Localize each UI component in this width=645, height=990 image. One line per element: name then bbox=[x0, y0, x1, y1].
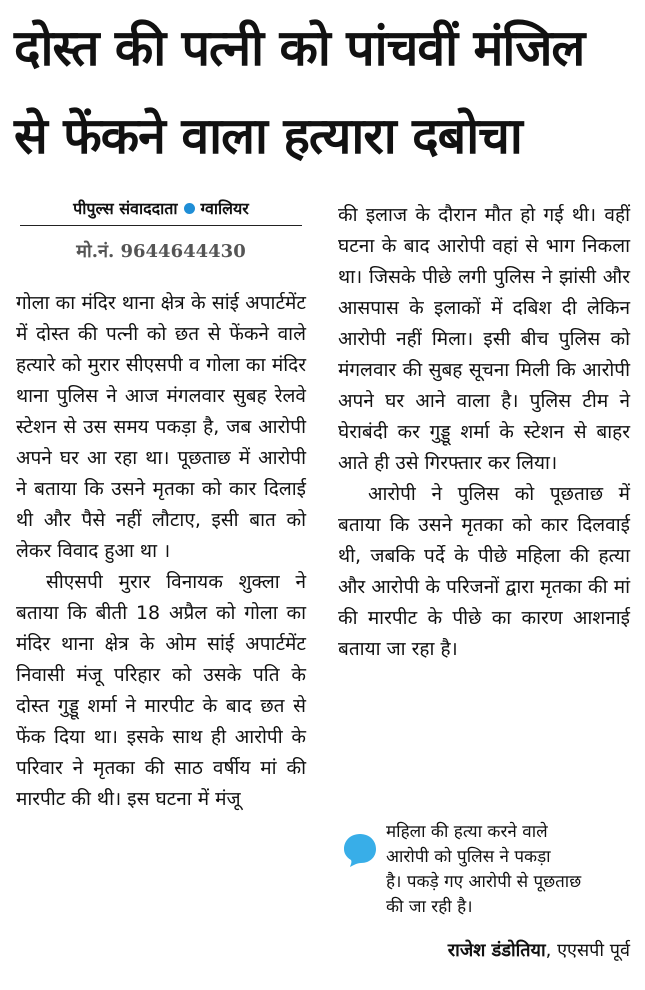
quote-line: है। पकड़े गए आरोपी से पूछताछ bbox=[386, 872, 582, 892]
quote-line: की जा रही है। bbox=[386, 897, 473, 917]
article-column-1 bbox=[16, 288, 306, 815]
reporter-mobile: मो.नं. 9644644430 bbox=[76, 241, 246, 262]
article-paragraph: की इलाज के दौरान मौत हो गई थी। वहीं घटना के बाद आरोपी वहां से भाग निकला था। जिसके पीछे लगी पुलिस ने झांसी और आसपास के इलाकों में दबिश दी लेकिन आरोपी नहीं मिला। इसी बीच पुलिस को मंगलवार की सुबह सूचना मिली कि आरोपी अपने घर आने वाला है। पुलिस टीम ने घेराबंदी कर गुड्डू शर्मा के स्टेशन से बाहर आते ही उसे गिरफ्तार कर लिया। bbox=[338, 204, 630, 474]
article-column-2 bbox=[338, 200, 630, 665]
quote-text bbox=[386, 820, 630, 920]
article-paragraph: आरोपी ने पुलिस को पूछताछ में बताया कि उसने मृतका को कार दिलवाई थी, जबकि पर्दे के पीछे महिला की हत्या और आरोपी के परिजनों द्वारा मृतका की मां की मारपीट के पीछे का कारण आशनाई बताया जा रहा है। bbox=[338, 483, 630, 660]
speech-bubble-icon bbox=[342, 832, 378, 868]
pull-quote bbox=[338, 820, 630, 980]
article-paragraph: सीएसपी मुरार विनायक शुक्ला ने बताया कि बीती 18 अप्रैल को गोला का मंदिर थाना क्षेत्र के ओम सांई अपार्टमेंट निवासी मंजू परिहार को उसके पति के दोस्त गुड्डू शर्मा ने मारपीट के बाद छत से फेंक दिया था। इसके साथ ही आरोपी के परिवार ने मृतका की साठ वर्षीय मां की मारपीट की थी। इस घटना में मंजू bbox=[16, 571, 306, 810]
bullet-dot-icon bbox=[184, 203, 195, 214]
headline-line-1: दोस्त की पत्नी को पांचवीं मंजिल bbox=[14, 19, 585, 77]
quote-author bbox=[338, 938, 630, 962]
headline-line-2: से फेंकने वाला हत्यारा दबोचा bbox=[14, 107, 522, 165]
byline-divider bbox=[20, 225, 302, 226]
article-paragraph: गोला का मंदिर थाना क्षेत्र के सांई अपार्टमेंट में दोस्त की पत्नी को छत से फेंकने वाले हत्यारे को मुरार सीएसपी व गोला का मंदिर थाना पुलिस ने आज मंगलवार सुबह रेलवे स्टेशन से उस समय पकड़ा है, जब आरोपी अपने घर आ रहा था। पूछताछ में आरोपी ने बताया कि उसने मृतका को कार दिलाई थी और पैसे नहीं लौटाए, इसी बात को लेकर विवाद हुआ था । bbox=[16, 292, 306, 562]
quote-author-name: राजेश डंडोतिया bbox=[447, 940, 546, 961]
reporter-name: पीपुल्स संवाददाता bbox=[73, 199, 178, 218]
quote-line: महिला की हत्या करने वाले bbox=[386, 822, 548, 842]
quote-author-title: , एएसपी पूर्व bbox=[545, 940, 630, 961]
dateline-city: ग्वालियर bbox=[200, 199, 249, 218]
quote-line: आरोपी को पुलिस ने पकड़ा bbox=[386, 847, 551, 867]
byline bbox=[20, 197, 302, 219]
